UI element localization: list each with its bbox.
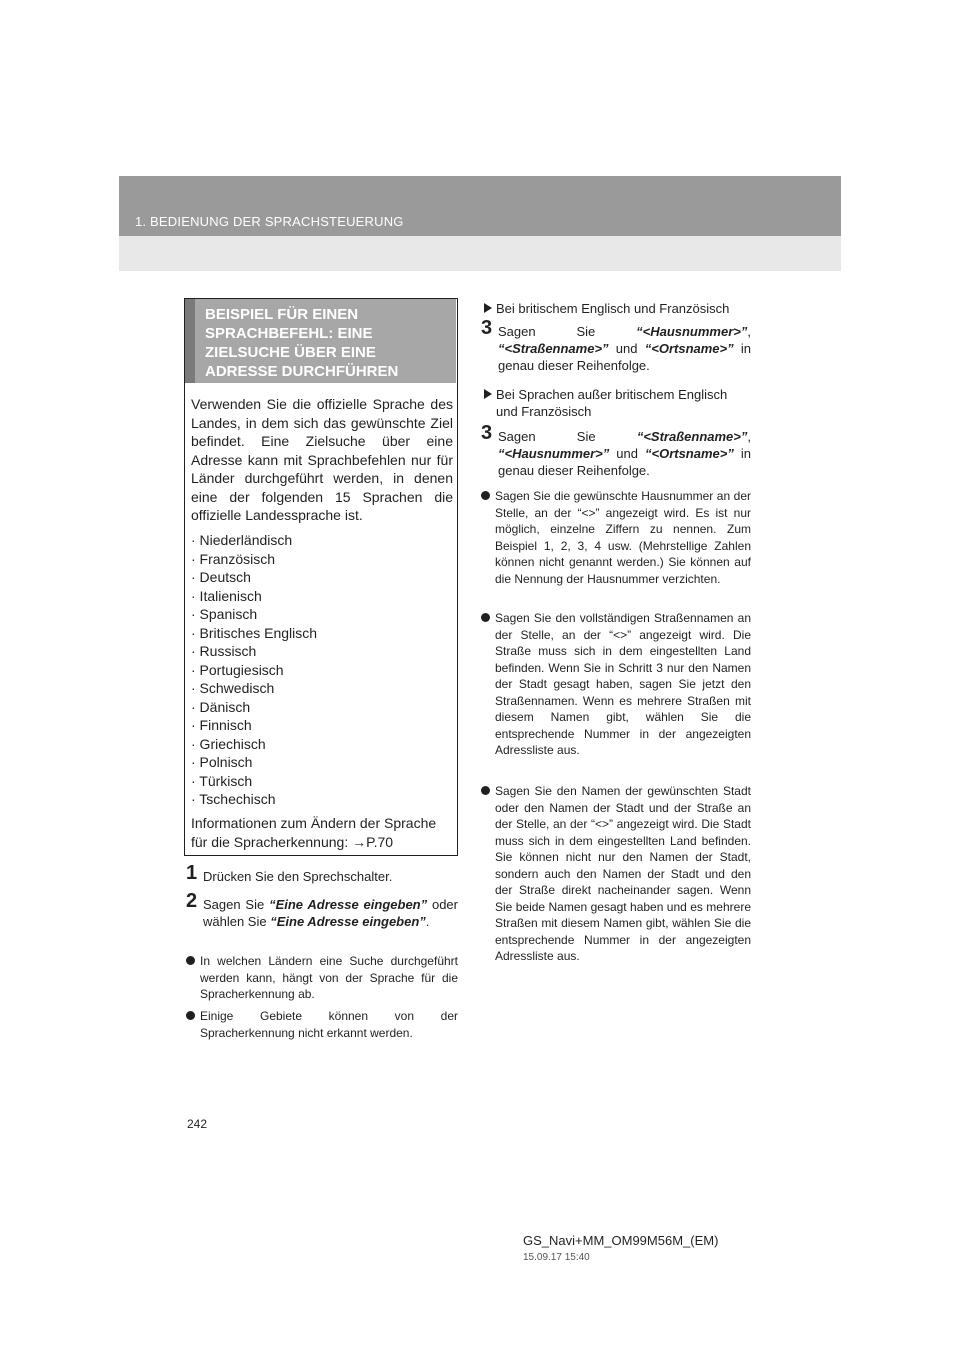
document-code: GS_Navi+MM_OM99M56M_(EM) [523,1233,719,1248]
step-text: Sagen Sie “Eine Adresse eingeben” oder wählen Sie “Eine Adresse eingeben”. [203,897,458,929]
voice-command: “<Straßenname>” [498,341,609,356]
document-timestamp: 15.09.17 15:40 [523,1252,590,1263]
step-text: Sagen Sie “<Hausnummer>”, “<Straßenname>” und “<Ortsname>” in genau dieser Reihenfolge. [498,324,751,373]
bullet-icon [186,1011,195,1020]
case-heading: Bei Sprachen außer britischem Englisch und Französisch [484,386,750,422]
voice-command: “<Straßenname>” [636,429,748,444]
bullet-icon [481,491,490,500]
list-item: · Französisch [191,550,276,567]
note-item: Sagen Sie den Namen der gewünschten Stadt oder den Namen der Stadt und der Straße an der Stelle, an der “<>” angezeigt wird. Die Stadt muss sich in dem eingestellten Land befinden. Sie können nicht nur den Namen der Stadt, sondern auch den Namen der Stadt und den der Straße direkt nacheinander sagen. Wenn Sie beide Namen gesagt haben und es mehrere Straßen mit diesem Namen gibt, wählen Sie die entsprechende Nummer in der angezeigten Adressliste aus. [481,783,751,988]
section-box [184,298,458,856]
list-item: · Spanisch [191,606,258,622]
section-tab-marker [185,299,195,383]
note-item: Einige Gebiete können von der Spracherkennung nicht erkannt werden. [186,1008,458,1044]
note-item: In welchen Ländern eine Suche durchgeführt werden kann, hängt von der Sprache für die Spracherkennung ab. [186,953,458,1005]
triangle-icon [484,303,492,313]
list-item: · Finnisch [191,717,252,733]
voice-command: “<Hausnummer>” [636,324,748,339]
step-number: 3 [481,422,493,444]
note-item: Sagen Sie den vollständigen Straßennamen an der Stelle, an der “<>” angezeigt wird. Die Straße muss sich in dem eingestellten Land befinden. Wenn Sie in Schritt 3 nur den Namen der Stadt gesagt haben, sagen Sie jetzt den Straßennamen. Wenn es mehrere Straßen mit diesem Namen gibt, wählen Sie die entsprechende Nummer in der angezeigten Adressliste aus. [481,610,751,780]
list-item: · Tschechisch [191,791,276,807]
list-item: · Portugiesisch [191,661,284,678]
note-item: Sagen Sie die gewünschte Hausnummer an der Stelle, an der “<>” angezeigt wird. Es ist nur möglich, einzelne Ziffern zu nennen. Zum Beispiel 1, 2, 3, 4 usw. (Mehrstellige Zahlen können nicht genannt werden.) Sie können auf die Nennung der Hausnummer verzichten. [481,488,751,604]
list-item: · Polnisch [191,754,253,770]
step-number: 1 [186,862,198,884]
list-item: · Türkisch [191,772,253,789]
list-item: · Schwedisch [191,680,275,696]
section-title: BEISPIEL FÜR EINEN SPRACHBEFEHL: EINE ZIELSUCHE ÜBER EINE ADRESSE DURCHFÜHREN [205,306,399,380]
bullet-icon [481,786,490,795]
section-intro: Verwenden Sie die offizielle Sprache des Landes, in dem sich das gewünschte Ziel befindet. Eine Zielsuche über eine Adresse kann mit Sprachbefehlen nur für Länder durchgeführt werden, in denen eine der folgenden 15 Sprachen die offizielle Landessprache ist. [191,396,453,523]
step-text: Sagen Sie “<Straßenname>”, “<Hausnummer>” und “<Ortsname>” in genau dieser Reihenfolge. [498,429,751,478]
bullet-icon [481,613,490,622]
list-item: · Deutsch [191,569,251,585]
section-header [185,299,456,383]
list-item: · Britisches Englisch [191,624,318,641]
voice-command: “<Hausnummer>” [498,446,610,461]
chapter-title: 1. BEDIENUNG DER SPRACHSTEUERUNG [135,214,404,229]
list-item: · Russisch [191,643,257,659]
step-3b [481,422,751,484]
header-bar [119,176,841,236]
list-item: · Dänisch [191,698,251,715]
voice-command: “Eine Adresse eingeben” [269,897,428,912]
step-number: 2 [186,890,198,912]
step-number: 3 [481,317,493,339]
bullet-icon [186,956,195,965]
step-3a [481,317,751,379]
step-text: Drücken Sie den Sprechschalter. [203,869,393,884]
step-2 [186,890,458,952]
list-item: · Italienisch [191,587,262,604]
list-item: · Griechisch [191,735,266,752]
header-band [119,176,841,271]
triangle-icon [484,389,492,399]
list-item: · Niederländisch [191,532,293,548]
voice-command: “<Ortsname>” [644,341,734,356]
language-list [191,531,453,809]
voice-command: “Eine Adresse eingeben” [270,914,426,929]
page-number: 242 [187,1117,208,1131]
language-settings-reference: Informationen zum Ändern der Sprache für die Spracherkennung: →P.70 [191,815,437,850]
voice-command: “<Ortsname>” [644,446,734,461]
